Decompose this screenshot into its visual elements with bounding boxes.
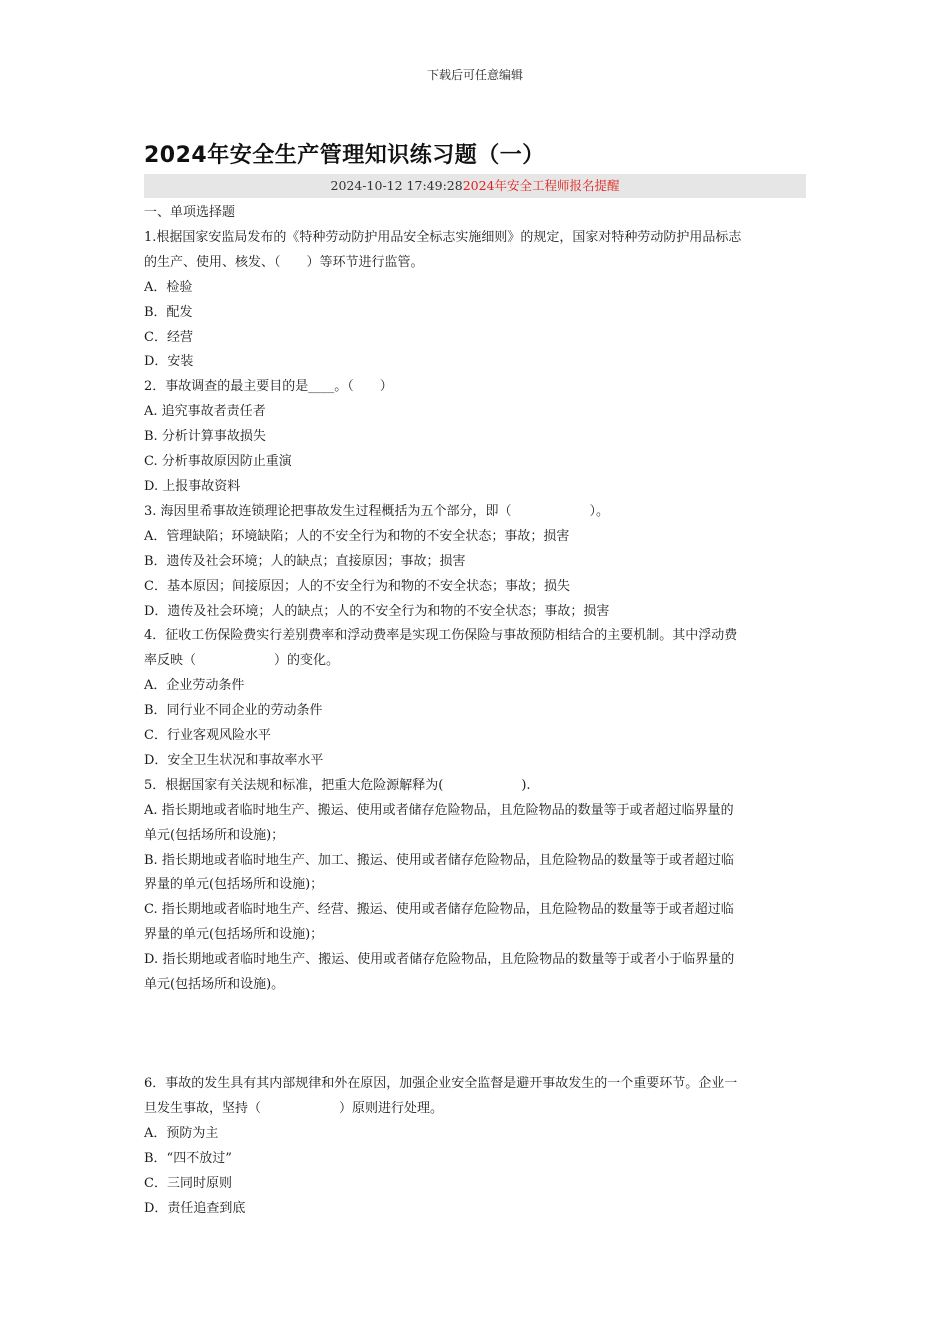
question-text: 的生产、使用、核发、（ ）等环节进行监管。 <box>144 254 424 270</box>
option-b: B．“四不放过” <box>144 1150 232 1166</box>
question-text: 1.根据国家安监局发布的《特种劳动防护用品安全标志实施细则》的规定，国家对特种劳动防护用品标志 <box>144 229 742 245</box>
option-d: D. 指长期地或者临时地生产、搬运、使用或者储存危险物品，且危险物品的数量等于或者小于临界量的 <box>144 952 735 968</box>
option-c: C．行业客观风险水平 <box>144 728 271 744</box>
header-note: 下载后可任意编辑 <box>426 68 523 82</box>
option-c-cont: 界量的单元(包括场所和设施)； <box>144 927 324 943</box>
question-text: 6．事故的发生具有其内部规律和外在原因，加强企业安全监督是避开事故发生的一个重要环节。企业一 <box>144 1076 738 1091</box>
page-title: 2024年安全生产管理知识练习题（一） <box>144 143 545 168</box>
question-list <box>144 201 808 1221</box>
option-a: A．企业劳动条件 <box>144 678 245 694</box>
publish-timestamp: 2024-10-12 17:49:28 <box>330 178 463 193</box>
option-b: B. 分析计算事故损失 <box>144 429 266 445</box>
question-6 <box>144 1072 808 1221</box>
option-d: D．责任追查到底 <box>144 1200 246 1216</box>
option-a: A. 指长期地或者临时地生产、搬运、使用或者储存危险物品，且危险物品的数量等于或者超过临界量的 <box>144 802 734 818</box>
section-heading: 一、单项选择题 <box>144 205 236 220</box>
option-c: C．三同时原则 <box>144 1175 232 1191</box>
question-text: 率反映（ ）的变化。 <box>144 653 340 669</box>
option-d: D．遗传及社会环境；人的缺点；人的不安全行为和物的不安全状态；事故；损害 <box>144 603 610 619</box>
option-d-cont: 单元(包括场所和设施)。 <box>144 977 285 993</box>
option-b: B．配发 <box>144 304 193 320</box>
option-c: C．经营 <box>144 329 193 345</box>
option-b: B．遗传及社会环境；人的缺点；直接原因；事故；损害 <box>144 553 466 569</box>
option-d: D．安全卫生状况和事故率水平 <box>144 752 324 768</box>
blank-gap <box>144 998 808 1072</box>
question-3 <box>144 500 808 625</box>
question-text: 旦发生事故，坚持（ ）原则进行处理。 <box>144 1100 444 1116</box>
question-1 <box>144 226 808 375</box>
question-4 <box>144 624 808 773</box>
question-text: 2．事故调查的最主要目的是____。（ ） <box>144 379 393 395</box>
option-c: C. 指长期地或者临时地生产、经营、搬运、使用或者储存危险物品，且危险物品的数量等于或者超过临 <box>144 902 734 918</box>
option-a: A. 追究事故者责任者 <box>144 404 266 420</box>
option-a: A．管理缺陷；环境缺陷；人的不安全行为和物的不安全状态；事故；损害 <box>144 528 570 544</box>
option-b: B．同行业不同企业的劳动条件 <box>144 703 323 719</box>
option-b: B. 指长期地或者临时地生产、加工、搬运、使用或者储存危险物品，且危险物品的数量等于或者超过临 <box>144 852 734 868</box>
question-text: 5．根据国家有关法规和标准，把重大危险源解释为( ). <box>144 777 531 793</box>
registration-reminder-link[interactable]: 2024年安全工程师报名提醒 <box>462 178 620 193</box>
option-d: D．安装 <box>144 354 194 370</box>
option-a-cont: 单元(包括场所和设施)； <box>144 827 285 843</box>
question-text: 3. 海因里希事故连锁理论把事故发生过程概括为五个部分，即（ ）。 <box>144 503 610 519</box>
option-d: D. 上报事故资料 <box>144 478 241 494</box>
option-b-cont: 界量的单元(包括场所和设施)； <box>144 877 324 893</box>
option-c: C．基本原因；间接原因；人的不安全行为和物的不安全状态；事故；损失 <box>144 578 570 594</box>
option-a: A．预防为主 <box>144 1125 219 1141</box>
question-text: 4．征收工伤保险费实行差别费率和浮动费率是实现工伤保险与事故预防相结合的主要机制。其中浮动费 <box>144 628 738 644</box>
question-5 <box>144 774 808 998</box>
meta-bar <box>144 174 806 198</box>
option-a: A．检验 <box>144 279 193 295</box>
question-2 <box>144 375 808 500</box>
option-c: C. 分析事故原因防止重演 <box>144 454 292 470</box>
